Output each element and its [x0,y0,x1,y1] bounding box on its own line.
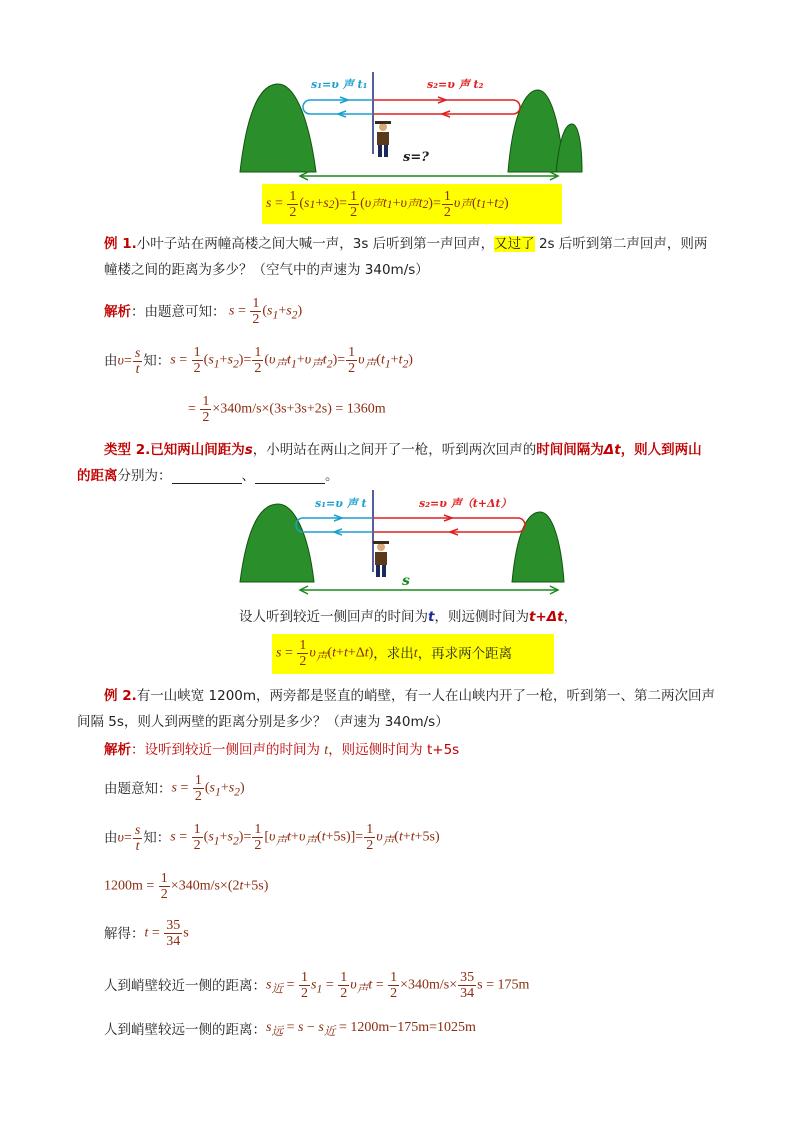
example-2-known: 由题意知： s = $\frac{1}{2}$ $(s_1+s_2)$ [104,773,245,804]
example-2-formula: 由 υ= $\frac{s}{t}$ 知： s = $\frac{1}{2}$ $(s_1+s_2)=$ $\frac{1}{2}$ $[\upsilon_声t+\upsilon_声(t+5s)]=$ $\frac{1}{2}$ $\upsilon_声(t+t+5s)$ [104,822,440,854]
answer-blank-2[interactable] [255,469,325,484]
fig2-caption: 设人听到较近一侧回声的时间为t，则远侧时间为t+Δt， [239,609,578,625]
person-icon [375,121,391,157]
example-1-solution-line3: = $\frac{1}{2}$ ×340m/s×(3s+3s+2s) = 1360m [188,394,386,425]
far-result: 1200m−175m=1025m [350,1020,476,1035]
left-hill [240,504,314,582]
solution-tag: 解析 [104,304,131,321]
highlight-again: 又过了 [494,236,535,252]
far-echo-path [373,518,525,532]
fig2-s2-label: s₂=υ 声（t+Δt） [419,497,512,510]
left-hill [240,84,316,172]
example-2-solve: 解得： t = $\frac{35}{34}$ s [104,918,189,949]
echo-diagram-2 [238,490,583,595]
type-2-question: 类型 2.已知两山间距为s，小明站在两山之间开了一枪，听到两次回声的时间间隔为Δt，则人到两山 [104,442,702,458]
echo-diagram-1 [238,72,583,184]
fig1-s2-label: s₂=υ 声 t₂ [427,78,484,91]
example-2-near-distance: 人到峭壁较近一侧的距离： $s_近$ = $\frac{1}{2}$ $s_1$ = $\frac{1}{2}$ $\upsilon_声t$ = $\frac{1}{2}$ ×340m/s× $\frac{35}{34}$ s = 175m [104,970,530,1001]
example-2-question: 例 2.有一山峡宽 1200m，两旁都是竖直的峭壁，有一人在山峡内开了一枪，听到第一、第二两次回声 [104,688,716,704]
example-1-question: 例 1.小叶子站在两幢高楼之间大喊一声，3s 后听到第一声回声，又过了 2s 后听到第二声回声，则两 [104,236,708,252]
example-2-question-line2: 间隔 5s，则人到两壁的距离分别是多少？（声速为 340m/s） [77,714,449,730]
example-1-solution-line2: 由 υ= $\frac{s}{t}$ 知： s = $\frac{1}{2}$ $(s_1+s_2)=$ $\frac{1}{2}$ $(\upsilon_声t_1+\upsilon_声t_2)=$ $\frac{1}{2}$ $\upsilon_声(t_1+t_2)$ [104,345,413,377]
near-result: 175m [497,977,530,993]
example-2-substitution: 1200m = $\frac{1}{2}$ ×340m/s×(2t+5s) [104,871,269,902]
example-1-solution-line1: 解析 ：由题意可知： s = $\frac{1}{2}$ $(s_1+s_2)$ [104,296,303,327]
example-2-tag: 例 2. [104,688,137,704]
fig2-s1-label: s₁=υ 声 t [315,497,367,510]
right-small-hill [556,124,582,172]
fig1-s1-label: s₁=υ 声 t₁ [311,78,368,91]
type-2-tag: 类型 2. [104,442,151,458]
fig2-distance-label: s [402,573,410,589]
type-2-question-line2: 的距离分别为： 、 。 [77,468,339,484]
example-1-question-line2: 幢楼之间的距离为多少？（空气中的声速为 340m/s） [104,262,429,278]
example-1-tag: 例 1. [104,236,137,252]
answer-blank-1[interactable] [172,469,242,484]
equation-2: s = $\frac{1}{2}$ $\upsilon_声(t+t+\Delta t)$ ，求出 t ，再求两个距离 [272,634,554,674]
equation-1: s = $\frac{1}{2}$ ( s 1 + s 2 )= $\frac{1}{2}$ ( υ 声 t 1 + υ 声 t 2 )= $\frac{1}{2}$ υ 声 ( t 1 + t 2 ) [262,184,562,224]
example-2-far-distance: 人到峭壁较远一侧的距离： $s_远 = s - s_近 = 1200m-175m=1025m$ [104,1020,476,1038]
right-hill [512,512,564,582]
person-icon [373,541,389,577]
right-hill [508,90,564,172]
example-1-result: 1360m [346,401,386,417]
solution-tag: 解析 [104,742,131,758]
fig1-distance-label: s=? [403,150,429,165]
example-2-solution-line1: 解析：设听到较近一侧回声的时间为 t，则远侧时间为 t+5s [104,742,460,758]
near-echo-path [303,100,373,114]
